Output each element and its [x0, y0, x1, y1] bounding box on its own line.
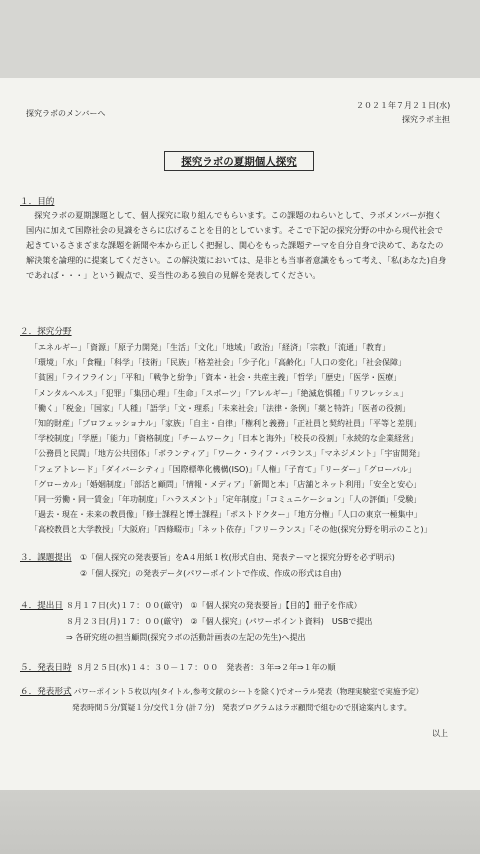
- fields-line: 「貧困」「ライフライン」「平和」「戦争と紛争」「資本・社会・共産主義」「哲学」「歴史」「医学・医療」: [30, 373, 402, 383]
- submission-item-1: ①「個人探究の発表要旨」をA４用紙１枚(形式自由、発表テーマと探究分野を必ず明示): [80, 553, 395, 562]
- fields-line: 「環境」「水」「食糧」「科学」「技術」「民族」「格差社会」「少子化」「高齢化」「人口の変化」「社会保障」: [30, 358, 406, 368]
- purpose-line: 起きているさまざまな課題を新聞や本から正しく把握し、関心をもった課題テーマを自分自身で決めて、あなたの: [26, 240, 444, 250]
- fields-line: 「公務員と民間」「地方公共団体」「ボランティア」「ワーク・ライフ・バランス」「マネジメント」「宇宙開発」: [30, 449, 425, 459]
- schedule-text: ８月２５日(水)１４：３０－１７：００ 発表者：３年⇒２年⇒１年の順: [76, 663, 336, 672]
- deadline-line-3: ⇒ 各研究班の担当顧問(探究ラボの活動計画表の左記の先生)へ提出: [66, 633, 306, 642]
- recipient-line: 探究ラボのメンバーへ: [26, 109, 106, 118]
- fields-line: 「フェアトレード」「ダイバーシティ」「国際標準化機構(ISO)」「人権」「子育て」「リーダー」「グローバル」: [30, 464, 417, 474]
- fields-line: 「同一労働・同一賃金」「年功制度」「ハラスメント」「定年制度」「コミュニケーション」「人の評価」「受験」: [30, 495, 422, 505]
- deadline-line-1: ８月１７日(火)１７：００(厳守) ①「個人探究の発表要旨」【目的】冊子を作成）: [66, 601, 362, 610]
- purpose-line: 探究ラボの夏期課題として、個人探究に取り組んでもらいます。この課題のねらいとして、ラボメンバーが抱く: [26, 210, 443, 220]
- fields-line: 「グローカル」「婚姻制度」「部活と顧問」「情報・メディア」「新聞と本」「店舗とネット利用」「安全と安心」: [30, 479, 422, 489]
- document-title-box: [164, 151, 314, 171]
- table-surface: [0, 790, 480, 854]
- purpose-line: であれば・・・」という観点で、妥当性のある独自の見解を発表してください。: [26, 270, 321, 280]
- section-purpose-heading: １．目的: [20, 197, 55, 207]
- purpose-line: 国内に加えて国際社会の見識をさらに広げることを目的としています。そこで下記の探究分野の中から現代社会で: [26, 225, 443, 235]
- date-line: ２０２１年７月２１日(水): [356, 101, 451, 110]
- fields-line: 「過去・現在・未来の教員像」「修士課程と博士課程」「ポストドクター」「地方分権」「人口の東京一極集中」: [30, 510, 422, 520]
- sender-line: 探究ラボ主担: [402, 115, 450, 124]
- purpose-line: 解決策を論理的に提案してください。この解決策においては、是非とも当事者意識をもって考え、「私(あなた)自身: [26, 255, 447, 265]
- format-line-1: ：パワーポイント５枚以内(タイトル,参考文献のシートを除く)でオーラル発表（物理実験室で実施予定）: [66, 687, 424, 696]
- section-fields-body: [30, 340, 468, 538]
- section-submission-heading: ３．課題提出: [20, 553, 72, 563]
- deadline-line-2: ８月２３日(月)１７：００(厳守) ②「個人探究」(パワーポイント資料) USBで提出: [66, 617, 373, 626]
- format-line-2: 発表時間５分/質疑１分/交代１分 (計７分) 発表プログラムはラボ顧問で組むので別途案内します。: [72, 703, 412, 712]
- section-format-heading: ６．発表形式: [20, 687, 72, 697]
- section-purpose-body: [26, 208, 466, 283]
- section-schedule-heading: ５．発表日時: [20, 663, 72, 673]
- fields-line: 「知的財産」「プロフェッショナル」「家族」「自主・自律」「権利と義務」「正社員と契約社員」「平等と差別」: [30, 419, 422, 429]
- closing-text: 以上: [432, 729, 448, 738]
- document-title: 探究ラボの夏期個人探究: [181, 155, 297, 168]
- fields-line: 「働く」「税金」「国家」「人種」「語学」「文・理系」「未来社会」「法律・条例」「薬と特許」「医者の役割」: [30, 403, 410, 413]
- fields-line: 「メンタルヘルス」「犯罪」「集団心理」「生命」「スポーツ」「アレルギー」「絶滅危惧種」「リフレッシュ」: [30, 388, 409, 398]
- fields-line: 「学校制度」「学歴」「能力」「資格制度」「チームワーク」「日本と海外」「校長の役割」「永続的な企業経営」: [30, 434, 418, 444]
- section-fields-heading: ２．探究分野: [20, 327, 72, 337]
- fields-line: 「エネルギー」「資源」「原子力開発」「生活」「文化」「地域」「政治」「経済」「宗教」「流通」「教育」: [30, 343, 390, 352]
- submission-item-2: ②「個人探究」の発表データ(パワーポイントで作成、作成の形式は自由): [80, 569, 342, 578]
- fields-line: 「高校教員と大学教授」「大阪府」「四條畷市」「ネット依存」「フリーランス」「その他(探究分野を明示のこと)」: [30, 525, 432, 535]
- section-deadline-heading: ４．提出日: [20, 601, 63, 611]
